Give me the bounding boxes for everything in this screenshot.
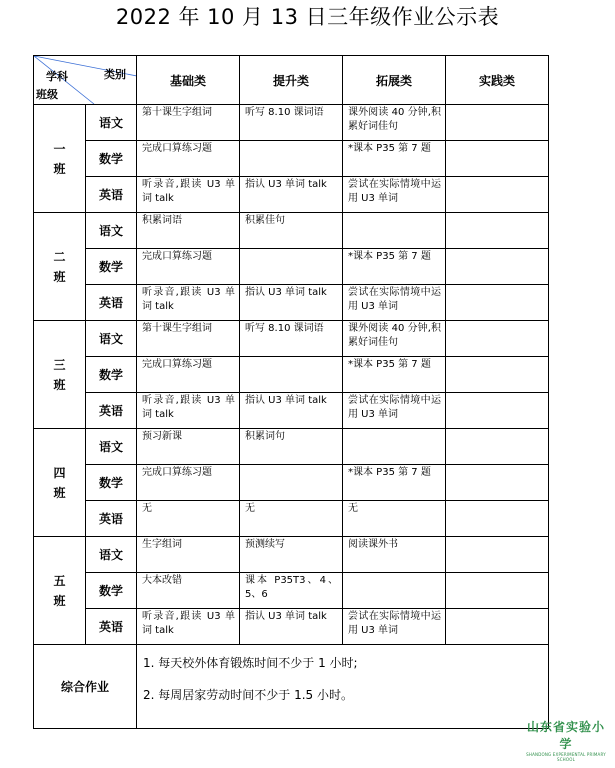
logo-en: SHANDONG EXPERIMENTAL PRIMARY SCHOOL: [526, 752, 606, 762]
homework-cell: 无: [137, 501, 240, 537]
table-row: [34, 573, 549, 609]
subject-name: 语文: [86, 105, 137, 141]
homework-cell: [343, 573, 446, 609]
column-header: 提升类: [240, 56, 343, 105]
table-row: [34, 177, 549, 213]
table-row: [34, 105, 549, 141]
column-header: 基础类: [137, 56, 240, 105]
homework-cell: [446, 429, 549, 465]
table-row: [34, 465, 549, 501]
homework-cell: 大本改错: [137, 573, 240, 609]
homework-cell: *课本 P35 第 7 题: [343, 357, 446, 393]
class-name: 五 班: [34, 537, 86, 645]
subject-name: 数学: [86, 357, 137, 393]
homework-cell: 无: [240, 501, 343, 537]
homework-cell: 尝试在实际情境中运用 U3 单词: [343, 609, 446, 645]
homework-cell: 积累词语: [137, 213, 240, 249]
homework-cell: *课本 P35 第 7 题: [343, 465, 446, 501]
homework-cell: 第十课生字组词: [137, 321, 240, 357]
homework-cell: [446, 357, 549, 393]
subject-name: 英语: [86, 501, 137, 537]
class-label: 班级: [36, 88, 58, 101]
subject-name: 英语: [86, 285, 137, 321]
homework-cell: 课本 P35T3、4、5、6: [240, 573, 343, 609]
table-row: [34, 321, 549, 357]
subject-name: 数学: [86, 465, 137, 501]
class-name: 四 班: [34, 429, 86, 537]
homework-table: [33, 55, 549, 729]
homework-cell: [446, 465, 549, 501]
homework-cell: 指认 U3 单词 talk: [240, 285, 343, 321]
homework-cell: *课本 P35 第 7 题: [343, 249, 446, 285]
header-corner: [34, 56, 137, 105]
class-name: 一 班: [34, 105, 86, 213]
table-row: [34, 537, 549, 573]
homework-cell: [343, 429, 446, 465]
homework-cell: 课外阅读 40 分钟,积累好词佳句: [343, 105, 446, 141]
comprehensive-row: [34, 645, 549, 729]
table-row: [34, 429, 549, 465]
note-item: 2. 每周居家劳动时间不少于 1.5 小时。: [143, 688, 353, 702]
homework-cell: [446, 249, 549, 285]
homework-cell: [343, 213, 446, 249]
homework-cell: [240, 357, 343, 393]
homework-cell: [446, 321, 549, 357]
comprehensive-notes: [137, 645, 549, 729]
homework-cell: [446, 609, 549, 645]
homework-cell: 听录音,跟读 U3 单词 talk: [137, 393, 240, 429]
homework-cell: [446, 537, 549, 573]
subject-name: 英语: [86, 609, 137, 645]
homework-cell: 听写 8.10 课词语: [240, 105, 343, 141]
logo-cn: 山东省实验小学: [526, 720, 605, 751]
homework-cell: [240, 141, 343, 177]
subject-name: 语文: [86, 321, 137, 357]
note-item: 1. 每天校外体育锻炼时间不少于 1 小时;: [143, 656, 358, 670]
table-row: [34, 285, 549, 321]
subject-label: 学科: [46, 70, 68, 83]
school-logo: [521, 718, 611, 762]
subject-name: 数学: [86, 141, 137, 177]
subject-name: 语文: [86, 213, 137, 249]
homework-cell: 完成口算练习题: [137, 465, 240, 501]
homework-cell: [240, 465, 343, 501]
homework-cell: 指认 U3 单词 talk: [240, 609, 343, 645]
homework-cell: 课外阅读 40 分钟,积累好词佳句: [343, 321, 446, 357]
homework-cell: 听录音,跟读 U3 单词 talk: [137, 609, 240, 645]
homework-cell: [446, 393, 549, 429]
homework-cell: 生字组词: [137, 537, 240, 573]
table-row: [34, 393, 549, 429]
table-row: [34, 249, 549, 285]
column-header: 实践类: [446, 56, 549, 105]
homework-cell: 积累佳句: [240, 213, 343, 249]
subject-name: 数学: [86, 573, 137, 609]
homework-cell: 听录音,跟读 U3 单词 talk: [137, 285, 240, 321]
homework-cell: [446, 177, 549, 213]
homework-cell: 尝试在实际情境中运用 U3 单词: [343, 177, 446, 213]
table-row: [34, 213, 549, 249]
subject-name: 语文: [86, 537, 137, 573]
homework-cell: 尝试在实际情境中运用 U3 单词: [343, 285, 446, 321]
homework-cell: 预测续写: [240, 537, 343, 573]
homework-cell: 听录音,跟读 U3 单词 talk: [137, 177, 240, 213]
homework-cell: 积累词句: [240, 429, 343, 465]
homework-cell: [446, 285, 549, 321]
homework-cell: 尝试在实际情境中运用 U3 单词: [343, 393, 446, 429]
homework-cell: 完成口算练习题: [137, 249, 240, 285]
homework-cell: 指认 U3 单词 talk: [240, 393, 343, 429]
homework-cell: 完成口算练习题: [137, 141, 240, 177]
homework-cell: [446, 105, 549, 141]
homework-cell: 完成口算练习题: [137, 357, 240, 393]
homework-cell: [240, 249, 343, 285]
table-row: [34, 357, 549, 393]
homework-cell: *课本 P35 第 7 题: [343, 141, 446, 177]
page-title: 2022 年 10 月 13 日三年级作业公示表: [115, 5, 500, 29]
homework-cell: [446, 141, 549, 177]
homework-cell: [446, 213, 549, 249]
subject-name: 数学: [86, 249, 137, 285]
homework-cell: [446, 573, 549, 609]
table-row: [34, 501, 549, 537]
homework-cell: [446, 501, 549, 537]
subject-name: 英语: [86, 177, 137, 213]
homework-cell: 第十课生字组词: [137, 105, 240, 141]
column-header: 拓展类: [343, 56, 446, 105]
category-label: 类别: [104, 68, 126, 81]
subject-name: 语文: [86, 429, 137, 465]
table-row: [34, 141, 549, 177]
homework-cell: 无: [343, 501, 446, 537]
comprehensive-label: 综合作业: [34, 645, 137, 729]
homework-cell: 听写 8.10 课词语: [240, 321, 343, 357]
table-row: [34, 609, 549, 645]
class-name: 三 班: [34, 321, 86, 429]
homework-cell: 预习新课: [137, 429, 240, 465]
homework-cell: 阅读课外书: [343, 537, 446, 573]
homework-cell: 指认 U3 单词 talk: [240, 177, 343, 213]
class-name: 二 班: [34, 213, 86, 321]
header-row: [34, 56, 549, 105]
subject-name: 英语: [86, 393, 137, 429]
